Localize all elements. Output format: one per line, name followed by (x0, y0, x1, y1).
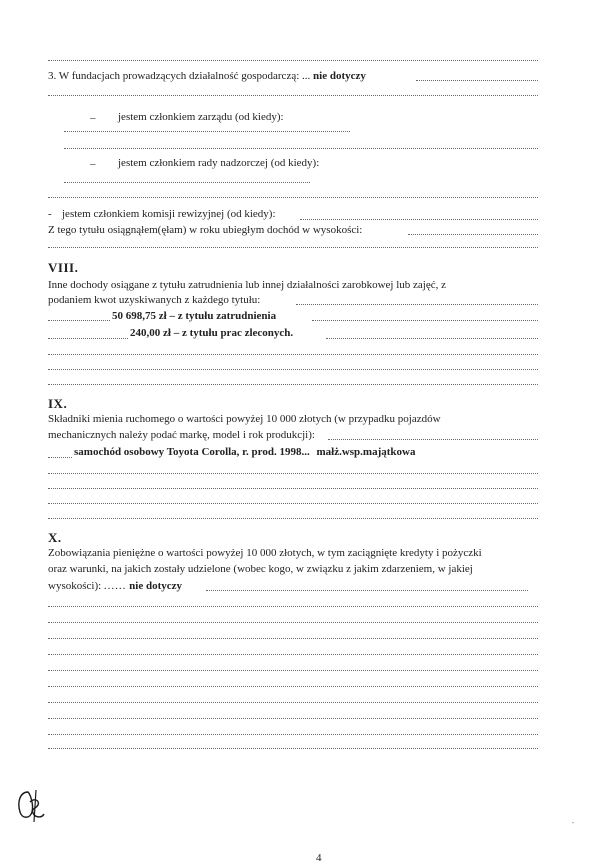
dotted-line (48, 518, 538, 519)
income-label: Z tego tytułu osiągnąłem(ęłam) w roku ubiegłym dochód w wysokości: (48, 224, 363, 236)
section-x-text-1: Zobowiązania pieniężne o wartości powyżej 10 000 złotych, w tym zaciągnięte kredyty i pożyczki (48, 547, 482, 559)
liabilities-answer: nie dotyczy (129, 580, 183, 592)
dotted-line (312, 320, 538, 321)
section-x-text-2: oraz warunki, na jakich zostały udzielone (wobec kogo, w związku z jakim zdarzeniem, w jakiej (48, 563, 473, 575)
dotted-line (48, 247, 538, 248)
section-viii-text-1: Inne dochody osiągane z tytułu zatrudnienia lub innej działalności zarobkowej lub zajęć, z (48, 279, 446, 291)
dotted-line (300, 219, 538, 220)
section-ix-text-1: Składniki mienia ruchomego o wartości powyżej 10 000 złotych (w przypadku pojazdów (48, 413, 441, 425)
dotted-line (48, 622, 538, 623)
movable-property-entry: samochód osobowy Toyota Corolla, r. prod. 1998... małż.wsp.majątkowa (74, 446, 416, 458)
dotted-line (48, 95, 538, 96)
dotted-line (64, 131, 350, 132)
corner-mark: " (572, 822, 575, 828)
section-ix-text-2: mechanicznych należy podać markę, model i rok produkcji): (48, 429, 315, 441)
movable-property-ownership: małż.wsp.majątkowa (316, 446, 416, 458)
supervisory-member-label: jestem członkiem rady nadzorczej (od kiedy): (118, 157, 320, 169)
dotted-line (416, 80, 538, 81)
dotted-line (48, 60, 538, 61)
dotted-line (48, 369, 538, 370)
dotted-line (48, 457, 72, 458)
page-number: 4 (316, 852, 322, 864)
section-ix-heading: IX. (48, 396, 68, 411)
dotted-line (48, 686, 538, 687)
dash-marker: – (90, 112, 96, 124)
dotted-line (64, 182, 310, 183)
signature-initials (14, 788, 48, 824)
dotted-line (48, 654, 538, 655)
dotted-line (296, 304, 538, 305)
dotted-line (48, 638, 538, 639)
income-entry-contracts: 240,00 zł – z tytułu prac zleconych. (130, 327, 294, 339)
section-viii-heading: VIII. (48, 260, 79, 275)
section-x-heading: X. (48, 530, 62, 545)
audit-member-label: jestem członkiem komisji rewizyjnej (od kiedy): (62, 208, 276, 220)
dotted-line (48, 734, 538, 735)
dotted-line (48, 338, 128, 339)
income-entry-employment: 50 698,75 zł – z tytułu zatrudnienia (112, 310, 277, 322)
dotted-line (64, 148, 538, 149)
dotted-line (48, 702, 538, 703)
dotted-line (48, 384, 538, 385)
board-member-label: jestem członkiem zarządu (od kiedy): (118, 111, 284, 123)
dotted-line (408, 234, 538, 235)
dotted-line (326, 338, 538, 339)
section-viii-text-2: podaniem kwot uzyskiwanych z każdego tytułu: (48, 294, 261, 306)
dotted-line (48, 503, 538, 504)
foundations-question: 3. W fundacjach prowadzących działalność gospodarczą: ... nie dotyczy (48, 70, 366, 82)
dotted-line (48, 197, 538, 198)
dash-marker: – (90, 158, 96, 170)
dotted-line (328, 439, 538, 440)
dotted-line (48, 748, 538, 749)
dotted-line (48, 670, 538, 671)
dotted-line (48, 320, 110, 321)
dotted-line (48, 606, 538, 607)
section-x-text-3: wysokości): ...... nie dotyczy (48, 580, 183, 592)
dotted-line (48, 473, 538, 474)
dotted-line (48, 718, 538, 719)
dotted-line (48, 354, 538, 355)
dash-marker: - (48, 208, 52, 220)
dotted-line (206, 590, 528, 591)
dotted-line (48, 488, 538, 489)
foundations-answer: nie dotyczy (313, 70, 366, 82)
